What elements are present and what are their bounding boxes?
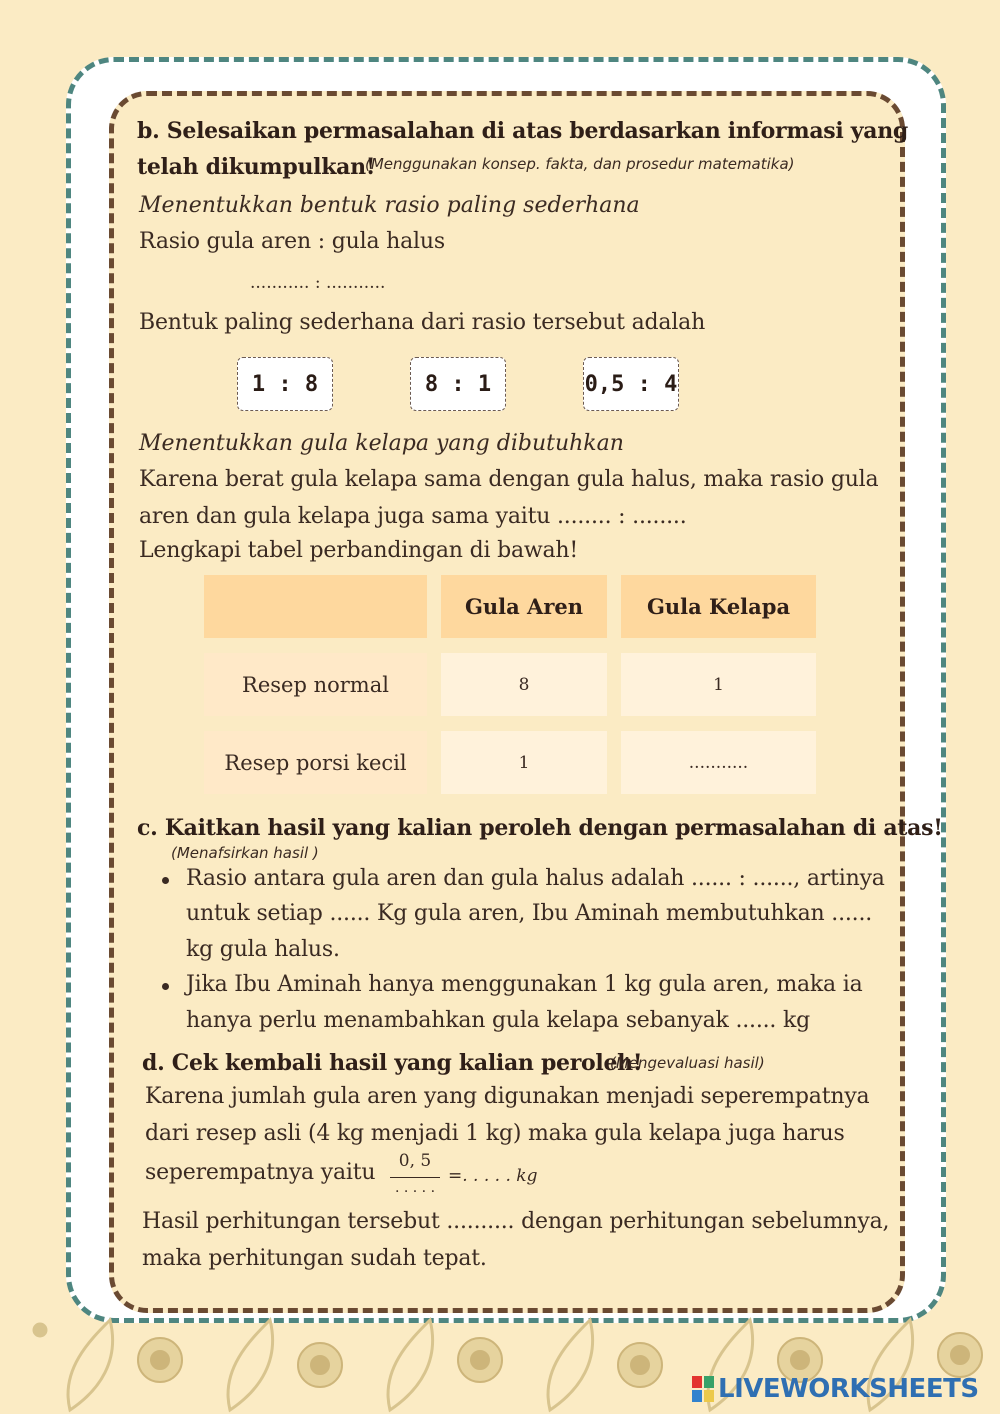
check-line4: Hasil perhitungan tersebut .......... dengan perhitungan sebelumnya,	[142, 1209, 890, 1234]
bullet1-line1: Rasio antara gula aren dan gula halus adalah ...... : ......, artinya	[186, 866, 885, 891]
ratio-blank[interactable]: ........... : ...........	[250, 273, 386, 293]
section-b-heading-line2: telah dikumpulkan!	[137, 154, 376, 180]
fraction-numerator: 0, 5	[398, 1151, 432, 1171]
section-c-heading: c. Kaitkan hasil yang kalian peroleh dengan permasalahan di atas!	[137, 815, 943, 841]
section-c-hint: (Menafsirkan hasil )	[171, 844, 319, 862]
table-header-empty	[204, 575, 427, 638]
bullet-dot-1	[162, 877, 169, 884]
table-row-label-normal: Resep normal	[204, 653, 427, 716]
check-line1: Karena jumlah gula aren yang digunakan menjadi seperempatnya	[145, 1084, 870, 1109]
table-intro: Lengkapi tabel perbandingan di bawah!	[139, 538, 579, 563]
option-8-1[interactable]: 8 : 1	[410, 357, 506, 411]
table-cell-normal-kelapa: 1	[621, 653, 816, 716]
section-b-hint: (Menggunakan konsep. fakta, dan prosedur matematika)	[365, 155, 795, 173]
paragraph-line1: Karena berat gula kelapa sama dengan gula halus, maka rasio gula	[139, 467, 879, 492]
subheading-coconut-sugar: Menentukkan gula kelapa yang dibutuhkan	[139, 431, 624, 456]
section-d-hint: (Mengevaluasi hasil)	[610, 1054, 765, 1072]
liveworksheets-logo-icon	[692, 1376, 714, 1402]
table-row-label-small: Resep porsi kecil	[204, 731, 427, 794]
bullet1-line3: kg gula halus.	[186, 937, 340, 962]
fraction-result-blank[interactable]: =. . . . . kg	[448, 1166, 538, 1186]
bullet2-line1: Jika Ibu Aminah hanya menggunakan 1 kg gula aren, maka ia	[186, 972, 863, 997]
check-line3: seperempatnya yaitu	[145, 1160, 376, 1185]
paragraph-line2: aren dan gula kelapa juga sama yaitu ........ : ........	[139, 504, 687, 529]
fraction-bar	[390, 1177, 440, 1178]
check-line2: dari resep asli (4 kg menjadi 1 kg) maka gula kelapa juga harus	[145, 1121, 845, 1146]
bullet1-line2: untuk setiap ...... Kg gula aren, Ibu Aminah membutuhkan ......	[186, 901, 873, 926]
section-b-heading-line1: b. Selesaikan permasalahan di atas berdasarkan informasi yang	[137, 118, 908, 144]
table-header-gula-kelapa: Gula Kelapa	[621, 575, 816, 638]
option-05-4[interactable]: 0,5 : 4	[583, 357, 679, 411]
table-cell-normal-aren: 8	[441, 653, 607, 716]
fraction-denominator-blank[interactable]: . . . . .	[394, 1180, 436, 1196]
table-header-gula-aren: Gula Aren	[441, 575, 607, 638]
ratio-label: Rasio gula aren : gula halus	[139, 229, 445, 254]
subheading-ratio: Menentukkan bentuk rasio paling sederhana	[139, 193, 640, 218]
table-cell-small-kelapa-blank[interactable]: ...........	[621, 731, 816, 794]
check-line5: maka perhitungan sudah tepat.	[142, 1246, 487, 1271]
liveworksheets-logo[interactable]	[692, 1372, 979, 1406]
table-cell-small-aren: 1	[441, 731, 607, 794]
liveworksheets-logo-text: LIVEWORKSHEETS	[718, 1374, 979, 1404]
bullet2-line2: hanya perlu menambahkan gula kelapa sebanyak ...... kg	[186, 1008, 811, 1033]
section-d-heading: d. Cek kembali hasil yang kalian peroleh!	[142, 1050, 643, 1076]
simplest-label: Bentuk paling sederhana dari rasio tersebut adalah	[139, 310, 706, 335]
bullet-dot-2	[162, 983, 169, 990]
option-1-8[interactable]: 1 : 8	[237, 357, 333, 411]
